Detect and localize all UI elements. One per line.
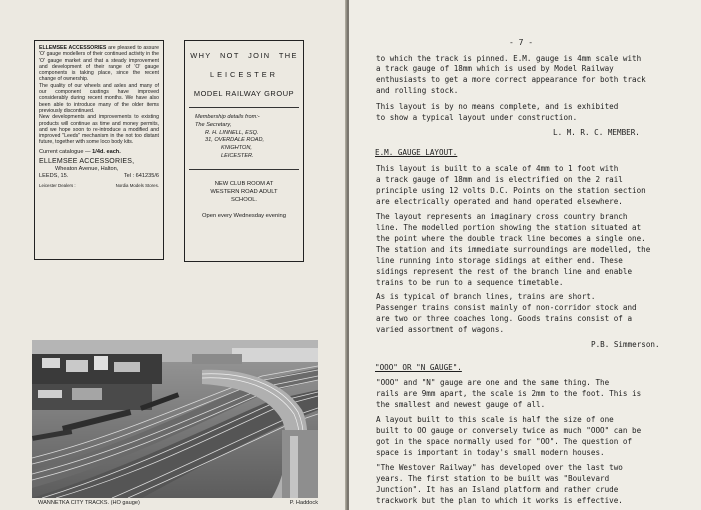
club-headline-3: MODEL RAILWAY GROUP (193, 89, 295, 98)
secretary-name: R. H. LINNELL, ESQ. (205, 129, 259, 136)
n-body-line: years. The first station to be built was "Boulevard (376, 474, 610, 483)
em-body-line: sidings represent the rest of the branch line and enable (376, 267, 633, 276)
em-body-line: As is typical of branch lines, trains are short. (376, 292, 596, 301)
em-body-line: The layout represents an imaginary cross country branch (376, 212, 628, 221)
meeting-times: Open every Wednesday evening (201, 212, 286, 219)
intro-line: a track gauge of 18mm which is used by Model Railway (376, 64, 614, 73)
ellemsee-company: ELLEMSEE ACCESSORIES, (39, 158, 135, 166)
em-body-line: The station and its immediate surroundings are modelled, the (376, 245, 651, 254)
intro-line: This layout is by no means complete, and is exhibited (376, 102, 619, 111)
secretary-street: 31, OVERDALE ROAD, (205, 137, 265, 144)
intro-line: to show a typical layout under construction. (376, 113, 578, 122)
em-body-line: trains to be run to a sequence timetable. (376, 278, 564, 287)
photo-caption (38, 500, 318, 506)
ellemsee-para-1 (39, 45, 159, 83)
em-body-line: Passenger trains consist mainly of non-corridor stock and (376, 303, 637, 312)
ellemsee-advert (34, 40, 164, 260)
membership-label: Membership details from:- (195, 114, 260, 120)
club-headline-2: LEICESTER (209, 70, 279, 79)
n-body-line: rails are 9mm apart, the scale is 2mm to the foot. This is (376, 389, 642, 398)
n-body-line: space is important in today's small modern houses. (376, 448, 605, 457)
n-body-line: A layout built to this scale is half the size of one (376, 415, 614, 424)
em-body-line: principle using 12 volts D.C. Points on the station section (376, 186, 646, 195)
ellemsee-para-2: The quality of our wheels and axles and many of our component castings have improved considerably during recent months. We have also been able to introduce many of the older items previously discontinued. (39, 82, 159, 114)
em-body-line: This layout is built to a scale of 4mm to 1 foot with (376, 164, 619, 173)
em-body-line: varied assortment of wagons. (376, 325, 505, 334)
photo-caption-title: WANNETKA CITY TRACKS. (HO gauge) (38, 500, 140, 506)
ellemsee-tel: Tel : 641235/6 (123, 173, 159, 180)
left-page (0, 0, 347, 510)
n-body-line: "OOO" and "N" gauge are one and the same thing. The (376, 378, 610, 387)
secretary-line: The Secretary, (195, 121, 232, 128)
n-body-line: the smallest and newest gauge of all. (376, 400, 546, 409)
club-room-line-2: WESTERN ROAD ADULT (210, 188, 278, 195)
ellemsee-brand: ELLEMSEE ACCESSORIES (39, 45, 107, 51)
club-divider-1 (189, 107, 299, 108)
catalogue-price: 1/4d. each. (92, 148, 121, 155)
em-body-line: a track gauge of 18mm and is electrified on the 2 rail (376, 175, 623, 184)
ellemsee-town: LEEDS, 15. (39, 173, 69, 180)
signature-2: P.B. Simmerson. (591, 340, 660, 349)
club-room-line-3: SCHOOL. (230, 196, 258, 203)
n-body-line: "The Westover Railway" has developed over the last two (376, 463, 623, 472)
club-divider-2 (189, 169, 299, 170)
heading-n-gauge: "OOO" OR "N GAUGE". (375, 363, 462, 372)
photo-caption-credit: P. Haddock (289, 500, 318, 506)
signature-1: L. M. R. C. MEMBER. (553, 128, 640, 137)
club-room-line-1: NEW CLUB ROOM AT (214, 180, 274, 187)
membership-details (189, 114, 299, 161)
intro-line: to which the track is pinned. E.M. gauge is 4mm scale with (376, 54, 642, 63)
secretary-area: KNIGHTON, (221, 145, 252, 152)
ellemsee-address-2 (39, 173, 159, 180)
club-advert (184, 40, 304, 262)
n-body-line: Junction". It has an Island platform and rather crude (376, 485, 619, 494)
n-body-line: built to OO gauge or conversely twice as much "OOO" can be (376, 426, 642, 435)
catalogue-line (39, 149, 159, 155)
heading-em-gauge: E.M. GAUGE LAYOUT. (375, 148, 458, 157)
layout-photo (32, 340, 318, 498)
n-body-line: trackwork but the plan to which it works is effective. (376, 496, 623, 505)
club-headline-1: WHY NOT JOIN THE (190, 51, 298, 60)
railway-layout-image (32, 340, 318, 498)
n-body-line: got in the space normally used for "OO". The question of (376, 437, 633, 446)
ellemsee-para-3: New developments and improvements to existing products will continue as time and money permits, and we hope soon to re-introduce a modified and improved "Leeds" mechanism in the not too distant future, together with some loco body kits. (39, 114, 159, 146)
em-body-line: the point where the double track line becomes a single one. (376, 234, 646, 243)
em-body-line: line running into storage sidings at either end. These (376, 256, 623, 265)
intro-line: enthusiasts to get a more correct appearance for both track (376, 75, 646, 84)
catalogue-label: Current catalogue — (39, 148, 93, 155)
dealers-line (39, 183, 159, 189)
ellemsee-address-1: Wheaton Avenue, Halton, (55, 166, 119, 173)
page-number: - 7 - (509, 38, 534, 47)
em-body-line: are electrically operated and hand operated elsewhere. (376, 197, 623, 206)
em-body-line: line. The modelled portion showing the station situated at (376, 223, 642, 232)
intro-line: and rolling stock. (376, 86, 459, 95)
dealers-label: Leicester Dealers : (39, 183, 76, 189)
em-body-line: are two or three coaches long. Goods trains consist of a (376, 314, 633, 323)
secretary-city: LEICESTER. (221, 152, 254, 159)
ellemsee-para-1-text: are pleased to assure 'O' gauge modellers of their continued activity in the 'O' gauge market and that a steady improvement and development of their range of 'O' gauge components is taking place, since the recent change of ownership. (39, 45, 159, 83)
dealers-name: Nordia Models Stores. (115, 183, 159, 189)
